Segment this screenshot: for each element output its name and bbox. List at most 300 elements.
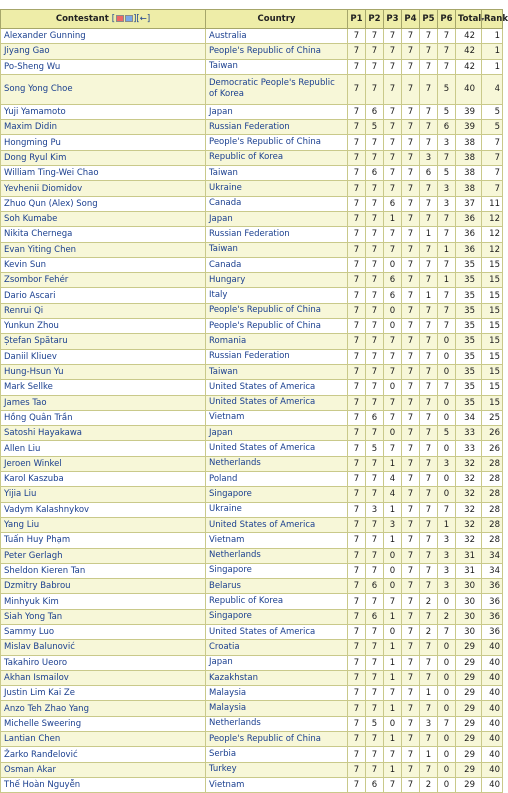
bracket-close[interactable]: ][←] xyxy=(133,14,151,24)
country-cell[interactable]: Japan xyxy=(206,655,348,670)
table-row xyxy=(1,257,503,272)
country-cell[interactable]: Romania xyxy=(206,334,348,349)
country-cell[interactable]: Singapore xyxy=(206,563,348,578)
country-cell[interactable]: Singapore xyxy=(206,609,348,624)
p6-cell: 0 xyxy=(438,762,456,777)
p2-cell: 7 xyxy=(366,762,384,777)
contestant-cell[interactable]: Daniil Kliuev xyxy=(1,349,206,364)
p1-header-label: P1 xyxy=(350,14,363,24)
country-cell[interactable]: Malaysia xyxy=(206,701,348,716)
p5-cell: 7 xyxy=(420,273,438,288)
contestant-cell[interactable]: Soh Kumabe xyxy=(1,211,206,226)
table-row xyxy=(1,441,503,456)
country-cell[interactable]: People's Republic of China xyxy=(206,44,348,59)
p4-header-label: P4 xyxy=(404,14,417,24)
p5-cell: 7 xyxy=(420,181,438,196)
rank-cell: 15 xyxy=(482,380,503,395)
country-cell[interactable]: Australia xyxy=(206,29,348,44)
p1-cell: 7 xyxy=(348,211,366,226)
country-cell[interactable]: Taiwan xyxy=(206,59,348,74)
rank-cell: 1 xyxy=(482,29,503,44)
total-cell: 38 xyxy=(456,135,482,150)
total-cell: 31 xyxy=(456,548,482,563)
sort-down-icon: ▾ xyxy=(481,16,485,23)
p4-cell: 7 xyxy=(402,517,420,532)
p4-cell: 7 xyxy=(402,472,420,487)
total-cell: 35 xyxy=(456,273,482,288)
p1-cell: 7 xyxy=(348,487,366,502)
total-cell: 32 xyxy=(456,502,482,517)
p5-cell: 7 xyxy=(420,29,438,44)
contestant-cell[interactable]: Žarko Ranđelović xyxy=(1,747,206,762)
p5-cell: 6 xyxy=(420,166,438,181)
country-cell[interactable]: Japan xyxy=(206,211,348,226)
rank-cell: 12 xyxy=(482,211,503,226)
p2-cell: 7 xyxy=(366,135,384,150)
country-cell[interactable]: Republic of Korea xyxy=(206,594,348,609)
table-row xyxy=(1,211,503,226)
p3-cell: 7 xyxy=(384,242,402,257)
p6-cell: 3 xyxy=(438,135,456,150)
table-row xyxy=(1,29,503,44)
contestant-cell[interactable]: Anzo Teh Zhao Yang xyxy=(1,701,206,716)
contestant-cell[interactable]: Maxim Didin xyxy=(1,120,206,135)
p5-cell: 7 xyxy=(420,196,438,211)
country-cell[interactable]: Netherlands xyxy=(206,548,348,563)
total-cell: 29 xyxy=(456,640,482,655)
p5-cell: 3 xyxy=(420,716,438,731)
contestant-cell[interactable]: Dong Ryul Kim xyxy=(1,150,206,165)
p6-cell: 0 xyxy=(438,410,456,425)
p6-cell: 0 xyxy=(438,594,456,609)
p3-column-header[interactable] xyxy=(384,10,402,29)
table-row xyxy=(1,716,503,731)
total-cell: 29 xyxy=(456,762,482,777)
country-cell[interactable]: Vietnam xyxy=(206,410,348,425)
p1-cell: 7 xyxy=(348,579,366,594)
country-cell[interactable]: Turkey xyxy=(206,762,348,777)
p3-cell: 1 xyxy=(384,502,402,517)
p1-cell: 7 xyxy=(348,777,366,792)
total-cell: 34 xyxy=(456,410,482,425)
p4-cell: 7 xyxy=(402,273,420,288)
p6-cell: 7 xyxy=(438,303,456,318)
p3-cell: 0 xyxy=(384,257,402,272)
p1-cell: 7 xyxy=(348,441,366,456)
p6-cell: 1 xyxy=(438,517,456,532)
sort-red-icon[interactable] xyxy=(116,15,124,22)
p4-cell: 7 xyxy=(402,349,420,364)
total-cell: 29 xyxy=(456,686,482,701)
table-row xyxy=(1,732,503,747)
contestant-cell[interactable]: Hung-Hsun Yu xyxy=(1,364,206,379)
p3-cell: 7 xyxy=(384,686,402,701)
table-row xyxy=(1,303,503,318)
contestant-cell[interactable]: Jeroen Winkel xyxy=(1,456,206,471)
table-row xyxy=(1,410,503,425)
p6-cell: 7 xyxy=(438,44,456,59)
country-cell[interactable]: United States of America xyxy=(206,395,348,410)
contestant-cell[interactable]: Sammy Luo xyxy=(1,624,206,639)
total-cell: 29 xyxy=(456,701,482,716)
p5-cell: 7 xyxy=(420,334,438,349)
p2-cell: 7 xyxy=(366,257,384,272)
p1-cell: 7 xyxy=(348,410,366,425)
rank-cell: 12 xyxy=(482,227,503,242)
rank-cell: 28 xyxy=(482,472,503,487)
total-cell: 35 xyxy=(456,334,482,349)
total-cell: 38 xyxy=(456,166,482,181)
country-cell[interactable]: Hungary xyxy=(206,273,348,288)
rank-cell: 1 xyxy=(482,44,503,59)
contestant-cell[interactable]: Evan Yiting Chen xyxy=(1,242,206,257)
contestant-cell[interactable]: Hongming Pu xyxy=(1,135,206,150)
table-row xyxy=(1,456,503,471)
p5-cell: 7 xyxy=(420,517,438,532)
country-cell[interactable]: Canada xyxy=(206,257,348,272)
p6-cell: 5 xyxy=(438,426,456,441)
contestant-cell[interactable]: Michelle Sweering xyxy=(1,716,206,731)
country-cell[interactable]: Vietnam xyxy=(206,777,348,792)
table-row xyxy=(1,364,503,379)
country-cell[interactable]: United States of America xyxy=(206,380,348,395)
p1-cell: 7 xyxy=(348,762,366,777)
p4-cell: 7 xyxy=(402,257,420,272)
p5-column-header[interactable] xyxy=(420,10,438,29)
contestant-cell[interactable]: Vadym Kalashnykov xyxy=(1,502,206,517)
p6-cell: 7 xyxy=(438,29,456,44)
total-cell: 29 xyxy=(456,655,482,670)
contestant-cell[interactable]: Karol Kaszuba xyxy=(1,472,206,487)
total-cell: 30 xyxy=(456,594,482,609)
contestant-cell[interactable]: Mark Sellke xyxy=(1,380,206,395)
total-cell: 31 xyxy=(456,563,482,578)
contestant-cell[interactable]: Minhyuk Kim xyxy=(1,594,206,609)
rank-cell: 40 xyxy=(482,732,503,747)
total-cell: 29 xyxy=(456,716,482,731)
p4-cell: 7 xyxy=(402,441,420,456)
p4-cell: 7 xyxy=(402,548,420,563)
p1-cell: 7 xyxy=(348,120,366,135)
contestant-cell[interactable]: Zhuo Qun (Alex) Song xyxy=(1,196,206,211)
contestant-cell[interactable]: Renrui Qi xyxy=(1,303,206,318)
p2-cell: 7 xyxy=(366,364,384,379)
country-cell[interactable]: Japan xyxy=(206,426,348,441)
p1-cell: 7 xyxy=(348,150,366,165)
rank-cell: 40 xyxy=(482,762,503,777)
p3-cell: 0 xyxy=(384,380,402,395)
table-row xyxy=(1,150,503,165)
p6-cell: 6 xyxy=(438,120,456,135)
p4-column-header[interactable] xyxy=(402,10,420,29)
bracket-open: [ xyxy=(111,14,116,24)
p4-cell: 7 xyxy=(402,579,420,594)
country-cell[interactable]: Ukraine xyxy=(206,502,348,517)
country-cell[interactable]: Malaysia xyxy=(206,686,348,701)
table-row xyxy=(1,762,503,777)
total-cell: 35 xyxy=(456,364,482,379)
country-cell[interactable]: Kazakhstan xyxy=(206,670,348,685)
p2-cell: 7 xyxy=(366,196,384,211)
total-cell: 35 xyxy=(456,395,482,410)
country-cell[interactable]: Ukraine xyxy=(206,181,348,196)
p2-cell: 7 xyxy=(366,732,384,747)
p1-cell: 7 xyxy=(348,594,366,609)
country-cell[interactable]: Democratic People's Republic of Korea xyxy=(206,74,348,104)
p5-cell: 7 xyxy=(420,257,438,272)
sort-tools xyxy=(112,14,150,24)
p4-cell: 7 xyxy=(402,380,420,395)
country-cell[interactable]: Russian Federation xyxy=(206,349,348,364)
p1-cell: 7 xyxy=(348,303,366,318)
table-row xyxy=(1,104,503,119)
rank-cell: 28 xyxy=(482,517,503,532)
p4-cell: 7 xyxy=(402,686,420,701)
contestant-cell[interactable]: Thế Hoàn Nguyễn xyxy=(1,777,206,792)
p1-cell: 7 xyxy=(348,59,366,74)
p6-cell: 5 xyxy=(438,166,456,181)
p5-cell: 7 xyxy=(420,762,438,777)
table-row xyxy=(1,655,503,670)
p4-cell: 7 xyxy=(402,716,420,731)
country-cell[interactable]: Vietnam xyxy=(206,533,348,548)
p2-column-header[interactable] xyxy=(366,10,384,29)
contestant-cell[interactable]: Yijia Liu xyxy=(1,487,206,502)
contestant-cell[interactable]: Mislav Balunović xyxy=(1,640,206,655)
p2-header-label: P2 xyxy=(368,14,381,24)
contestant-cell[interactable]: James Tao xyxy=(1,395,206,410)
p4-cell: 7 xyxy=(402,319,420,334)
total-cell: 42 xyxy=(456,59,482,74)
contestant-cell[interactable]: Ștefan Spătaru xyxy=(1,334,206,349)
table-row xyxy=(1,548,503,563)
country-cell[interactable]: Taiwan xyxy=(206,242,348,257)
country-column-header[interactable] xyxy=(206,10,348,29)
p1-cell: 7 xyxy=(348,227,366,242)
total-cell: 39 xyxy=(456,120,482,135)
p6-column-header[interactable] xyxy=(438,10,456,29)
contestant-cell[interactable]: Peter Gerlagh xyxy=(1,548,206,563)
contestant-cell[interactable]: Hồng Quân Trần xyxy=(1,410,206,425)
contestant-cell[interactable]: Dario Ascari xyxy=(1,288,206,303)
contestant-cell[interactable]: Po-Sheng Wu xyxy=(1,59,206,74)
p4-cell: 7 xyxy=(402,426,420,441)
p5-cell: 1 xyxy=(420,227,438,242)
contestant-cell[interactable]: Satoshi Hayakawa xyxy=(1,426,206,441)
total-cell: 29 xyxy=(456,732,482,747)
contestant-cell[interactable]: Tuấn Huy Phạm xyxy=(1,533,206,548)
contestant-cell[interactable]: Lantian Chen xyxy=(1,732,206,747)
rank-cell: 40 xyxy=(482,640,503,655)
total-cell: 30 xyxy=(456,579,482,594)
country-cell[interactable]: People's Republic of China xyxy=(206,319,348,334)
p1-cell: 7 xyxy=(348,166,366,181)
p2-cell: 7 xyxy=(366,334,384,349)
table-row xyxy=(1,502,503,517)
p5-cell: 1 xyxy=(420,288,438,303)
rank-cell: 15 xyxy=(482,257,503,272)
p4-cell: 7 xyxy=(402,502,420,517)
rank-cell: 5 xyxy=(482,104,503,119)
total-header-label: Total xyxy=(458,14,482,24)
country-cell[interactable]: Taiwan xyxy=(206,364,348,379)
total-cell: 36 xyxy=(456,211,482,226)
country-cell[interactable]: People's Republic of China xyxy=(206,135,348,150)
contestant-cell[interactable]: William Ting-Wei Chao xyxy=(1,166,206,181)
rank-header-label: Rank xyxy=(484,14,508,24)
p2-cell: 7 xyxy=(366,640,384,655)
country-cell[interactable]: Russian Federation xyxy=(206,227,348,242)
p2-cell: 7 xyxy=(366,74,384,104)
p1-cell: 7 xyxy=(348,701,366,716)
p2-cell: 6 xyxy=(366,104,384,119)
rank-cell: 28 xyxy=(482,487,503,502)
p6-cell: 3 xyxy=(438,548,456,563)
p1-cell: 7 xyxy=(348,548,366,563)
country-cell[interactable]: People's Republic of China xyxy=(206,303,348,318)
country-cell[interactable]: United States of America xyxy=(206,517,348,532)
p4-cell: 7 xyxy=(402,74,420,104)
sort-blue-icon[interactable] xyxy=(125,15,133,22)
p4-cell: 7 xyxy=(402,655,420,670)
p6-cell: 7 xyxy=(438,624,456,639)
p4-cell: 7 xyxy=(402,211,420,226)
country-cell[interactable]: Netherlands xyxy=(206,456,348,471)
table-row xyxy=(1,517,503,532)
total-cell: 30 xyxy=(456,624,482,639)
country-cell[interactable]: Canada xyxy=(206,196,348,211)
total-cell: 38 xyxy=(456,181,482,196)
p2-cell: 7 xyxy=(366,44,384,59)
country-cell[interactable]: Serbia xyxy=(206,747,348,762)
rank-cell: 26 xyxy=(482,441,503,456)
contestant-column-header[interactable] xyxy=(1,10,206,29)
p2-cell: 7 xyxy=(366,517,384,532)
p6-cell: 7 xyxy=(438,257,456,272)
total-cell: 35 xyxy=(456,349,482,364)
p2-cell: 7 xyxy=(366,747,384,762)
p3-cell: 0 xyxy=(384,716,402,731)
p2-cell: 7 xyxy=(366,472,384,487)
country-cell[interactable]: Japan xyxy=(206,104,348,119)
p1-cell: 7 xyxy=(348,732,366,747)
total-column-header[interactable] xyxy=(456,10,485,29)
contestant-cell[interactable]: Jiyang Gao xyxy=(1,44,206,59)
p2-cell: 7 xyxy=(366,59,384,74)
p3-cell: 0 xyxy=(384,563,402,578)
p4-cell: 7 xyxy=(402,181,420,196)
p6-cell: 0 xyxy=(438,364,456,379)
contestant-cell[interactable]: Yunkun Zhou xyxy=(1,319,206,334)
rank-cell: 28 xyxy=(482,533,503,548)
p1-column-header[interactable] xyxy=(348,10,366,29)
p4-cell: 7 xyxy=(402,609,420,624)
contestant-cell[interactable]: Allen Liu xyxy=(1,441,206,456)
contestant-cell[interactable]: Yang Liu xyxy=(1,517,206,532)
p1-cell: 7 xyxy=(348,380,366,395)
contestant-header-label: Contestant xyxy=(55,14,109,24)
contestant-cell[interactable]: Dzmitry Babrou xyxy=(1,579,206,594)
contestant-cell[interactable]: Alexander Gunning xyxy=(1,29,206,44)
p3-cell: 0 xyxy=(384,624,402,639)
p4-cell: 7 xyxy=(402,777,420,792)
p4-cell: 7 xyxy=(402,44,420,59)
contestant-cell[interactable]: Siah Yong Tan xyxy=(1,609,206,624)
country-cell[interactable]: Taiwan xyxy=(206,166,348,181)
rank-cell: 28 xyxy=(482,502,503,517)
p5-cell: 7 xyxy=(420,395,438,410)
contestant-cell[interactable]: Kevin Sun xyxy=(1,257,206,272)
p1-cell: 7 xyxy=(348,609,366,624)
country-cell[interactable]: Poland xyxy=(206,472,348,487)
contestant-cell[interactable]: Yuji Yamamoto xyxy=(1,104,206,119)
country-cell[interactable]: Singapore xyxy=(206,487,348,502)
contestant-cell[interactable]: Yevhenii Diomidov xyxy=(1,181,206,196)
total-cell: 32 xyxy=(456,517,482,532)
total-cell: 35 xyxy=(456,303,482,318)
p2-cell: 3 xyxy=(366,502,384,517)
p1-cell: 7 xyxy=(348,74,366,104)
contestant-cell[interactable]: Zsombor Fehér xyxy=(1,273,206,288)
country-cell[interactable]: United States of America xyxy=(206,441,348,456)
p3-cell: 1 xyxy=(384,211,402,226)
table-row xyxy=(1,487,503,502)
table-row xyxy=(1,242,503,257)
p3-cell: 1 xyxy=(384,701,402,716)
p3-cell: 7 xyxy=(384,29,402,44)
p2-cell: 5 xyxy=(366,716,384,731)
p2-cell: 7 xyxy=(366,624,384,639)
total-cell: 32 xyxy=(456,472,482,487)
country-cell[interactable]: Netherlands xyxy=(206,716,348,731)
country-cell[interactable]: Russian Federation xyxy=(206,120,348,135)
p1-cell: 7 xyxy=(348,472,366,487)
p4-cell: 7 xyxy=(402,670,420,685)
p5-cell: 7 xyxy=(420,579,438,594)
table-row xyxy=(1,288,503,303)
contestant-cell[interactable]: Justin Lim Kai Ze xyxy=(1,686,206,701)
p1-cell: 7 xyxy=(348,747,366,762)
p3-cell: 7 xyxy=(384,227,402,242)
country-cell[interactable]: People's Republic of China xyxy=(206,732,348,747)
p2-cell: 7 xyxy=(366,533,384,548)
p3-cell: 6 xyxy=(384,273,402,288)
country-cell[interactable]: Republic of Korea xyxy=(206,150,348,165)
contestant-cell[interactable]: Osman Akar xyxy=(1,762,206,777)
contestant-cell[interactable]: Takahiro Ueoro xyxy=(1,655,206,670)
p5-cell: 7 xyxy=(420,487,438,502)
rank-cell: 7 xyxy=(482,135,503,150)
contestant-cell[interactable]: Nikita Chernega xyxy=(1,227,206,242)
table-row xyxy=(1,135,503,150)
country-cell[interactable]: Italy xyxy=(206,288,348,303)
country-cell[interactable]: Belarus xyxy=(206,579,348,594)
contestant-cell[interactable]: Sheldon Kieren Tan xyxy=(1,563,206,578)
contestant-cell[interactable]: Song Yong Choe xyxy=(1,74,206,104)
table-row xyxy=(1,196,503,211)
rank-column-header[interactable] xyxy=(482,10,508,29)
table-row xyxy=(1,777,503,792)
p4-cell: 7 xyxy=(402,196,420,211)
contestant-cell[interactable]: Akhan Ismailov xyxy=(1,670,206,685)
rank-cell: 34 xyxy=(482,563,503,578)
p6-cell: 0 xyxy=(438,487,456,502)
country-cell[interactable]: Croatia xyxy=(206,640,348,655)
table-row xyxy=(1,334,503,349)
p3-cell: 7 xyxy=(384,135,402,150)
country-cell[interactable]: United States of America xyxy=(206,624,348,639)
p6-cell: 2 xyxy=(438,609,456,624)
